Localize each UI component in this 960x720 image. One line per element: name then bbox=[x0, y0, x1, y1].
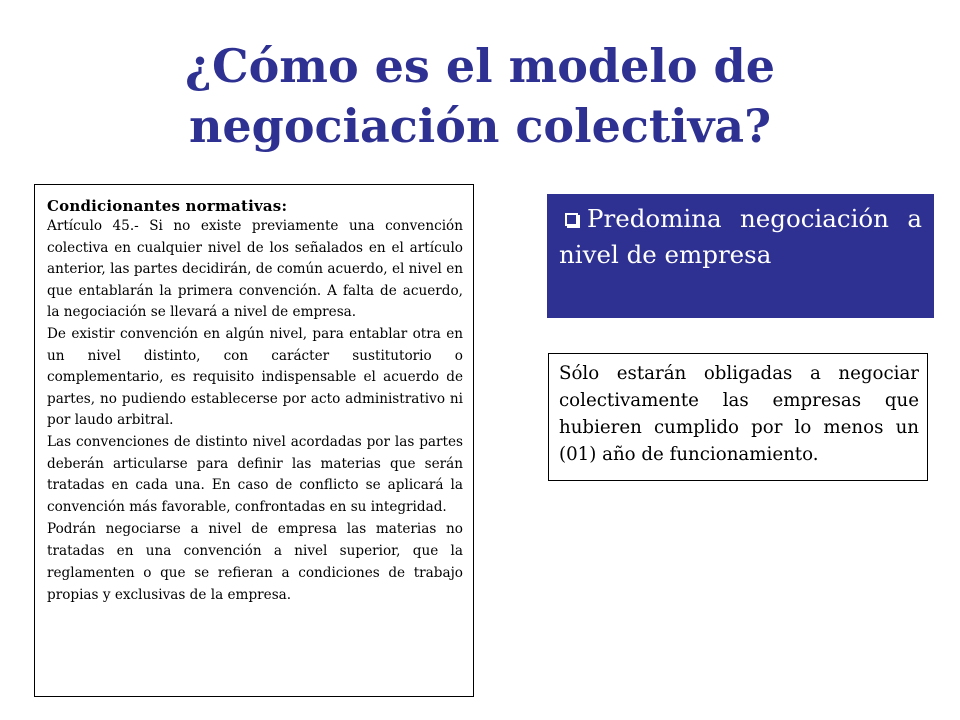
predomina-callout-box bbox=[547, 194, 934, 318]
condicionantes-normativas-box bbox=[34, 184, 474, 697]
predomina-callout bbox=[559, 201, 922, 273]
articulacion-convenciones-paragraph: Las convenciones de distinto nivel acordadas por las partes deberán articularse para definir las materias que serán tratadas en cada una. En caso de conflicto se aplicará la convención más favorable, confrontadas en su integridad. bbox=[47, 433, 463, 515]
materias-empresa-paragraph: Podrán negociarse a nivel de empresa las materias no tratadas en una convención a nivel superior, que la reglamenten o que se refieran a condiciones de trabajo propias y exclusivas de la empresa. bbox=[47, 521, 463, 604]
square-bullet-icon bbox=[565, 213, 578, 226]
articulo-45-paragraph: Artículo 45.- Si no existe previamente una convención colectiva en cualquier nivel de los señalados en el artículo anterior, las partes decidirán, de común acuerdo, el nivel en que entablarán la primera convención. A falta de acuerdo, la negociación se llevará a nivel de empresa. bbox=[47, 218, 463, 321]
slide-title: ¿Cómo es el modelo de negociación colectiva? bbox=[185, 39, 775, 153]
condicionantes-heading: Condicionantes normativas: bbox=[47, 197, 288, 215]
predomina-text: Predomina negociación a nivel de empresa bbox=[559, 204, 922, 269]
obligadas-negociar-box bbox=[548, 353, 928, 481]
obligadas-negociar-text: Sólo estarán obligadas a negociar colectivamente las empresas que hubieren cumplido por lo menos un (01) año de funcionamiento. bbox=[559, 363, 919, 465]
convencion-nivel-distinto-paragraph: De existir convención en algún nivel, para entablar otra en un nivel distinto, con carácter sustitutorio o complementario, es requisito indispensable el acuerdo de partes, no pudiendo establecerse por acto administrativo ni por laudo arbitral. bbox=[47, 325, 463, 429]
